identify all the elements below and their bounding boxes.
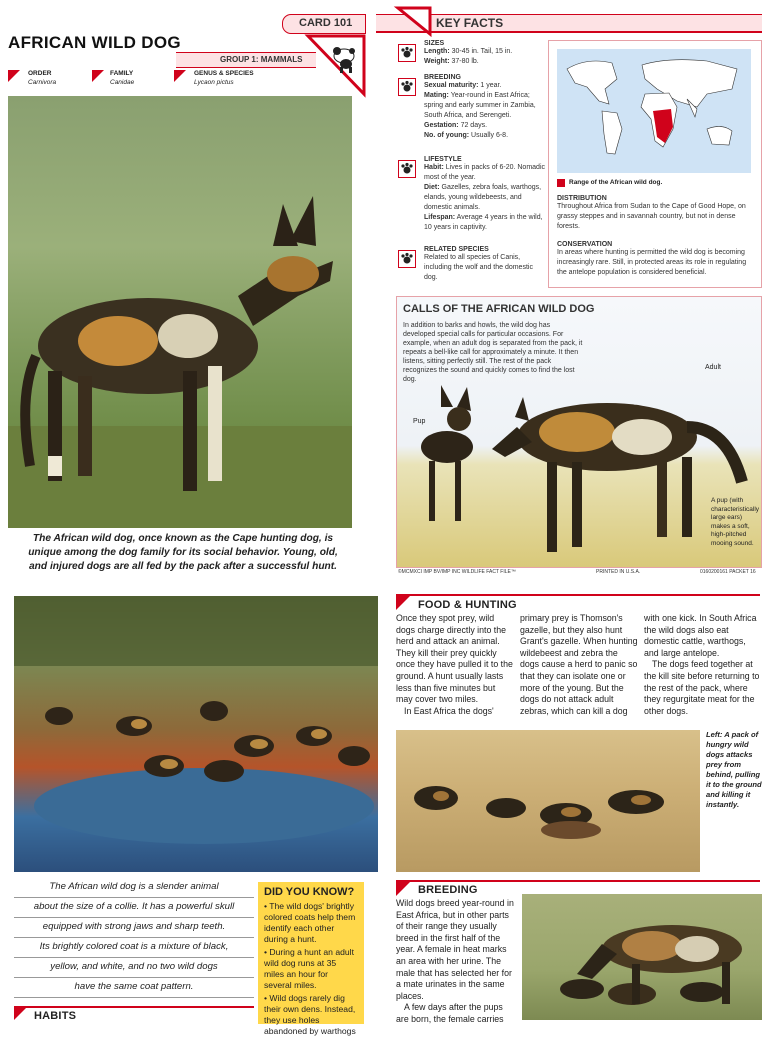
dyk-item: • Wild dogs rarely dig their own dens. Instead, they use holes abandoned by warthogs [264,993,356,1036]
card-number: CARD 101 [299,17,353,29]
key-facts-header-bar [376,14,762,33]
page-title: AFRICAN WILD DOG [8,33,181,52]
family-value: Canidae [110,79,135,86]
did-you-know-box [258,882,364,1036]
desc-line: The African wild dog is a slender animal [14,878,254,898]
habits-rule [14,1006,254,1008]
hunting-photo-caption: Left: A pack of hungry wild dogs attacks prey from behind, pulling it to the ground and killing it instantly. [706,730,762,809]
world-map-icon [557,49,751,173]
main-wild-dog-photo [8,96,352,528]
mother-pups-photo [522,894,762,1020]
panda-icon [306,34,366,96]
range-map-box [548,40,762,288]
group-label: GROUP 1: MAMMALS [220,55,303,64]
food-heading: FOOD & HUNTING [418,599,517,611]
group-banner [176,52,316,68]
kf-related: RELATED SPECIES Related to all species of Canis, including the wolf and the domestic dog. [398,246,546,283]
genus-label: GENUS & SPECIES [194,70,254,77]
conservation-title: CONSERVATION [557,241,613,248]
habits-heading: HABITS [34,1010,77,1022]
conservation-block [557,241,755,278]
paw-icon [398,78,416,96]
calls-text: In addition to barks and howls, the wild dog has developed special calls for particular occasions. For example, when an adult dog is separated from the pack, it repeats a bell-like call for approximately a minute. It then listens, sitting perfectly still. The rest of the pack recognizes the sound and quickly comes to find the lost dog. [403,322,583,383]
description-box [14,878,254,998]
desc-line: have the same coat pattern. [14,978,254,998]
dyk-item: • The wild dogs' brightly colored coats help them identify each other during a hunt. [264,901,356,944]
kf-sizes: SIZES Length: 30-45 in. Tail, 15 in. Weight: 37-80 lb. [398,40,546,67]
conservation-text: In areas where hunting is permitted the wild dog is becoming increasingly rare. Still, in protected areas its role in regulating the antelope population is considered beneficial. [557,249,747,276]
packet-text: 0160200161 PACKET 16 [700,569,756,575]
breeding-marker [396,880,412,896]
map-legend-swatch [557,179,565,187]
distribution-title: DISTRIBUTION [557,195,607,202]
food-col-1: Once they spot prey, wild dogs charge directly into the herd and attack an animal. They kill their prey quickly once they have pulled it to the ground. A hunt usually lasts less than five minutes but may cover two miles. In East Africa the dogs' [396,613,513,716]
food-marker [396,594,412,610]
did-you-know-heading: DID YOU KNOW? [264,886,355,898]
desc-line: Its brightly colored coat is a mixture of black, [14,938,254,958]
copyright-text: ©MCMXCI IMP BV/IMP INC WILDLIFE FACT FILE™ [398,569,516,575]
habits-marker [14,1006,28,1020]
distribution-block [557,195,755,232]
kf-lifestyle-title: LIFESTYLE [424,156,462,163]
calls-box [396,296,762,568]
genus-value: Lycaon pictus [194,79,234,86]
calls-heading: CALLS OF THE AFRICAN WILD DOG [403,303,595,315]
pack-waterhole-photo [14,596,378,872]
kf-breeding: BREEDING Sexual maturity: 1 year. Mating: Year-round in East Africa; spring and early summer in Zambia, South Africa, and Serengeti. Gestation: 72 days. No. of young: Usually 6-8. [398,74,546,141]
paw-icon [398,44,416,62]
order-value: Carnivora [28,79,57,86]
main-photo-caption: The African wild dog, once known as the Cape hunting dog, is unique among the dog family for its social behavior. Young, old, and injured dogs are all fed by the pack after a successful hunt. [28,533,338,572]
kf-sizes-title: SIZES [424,40,445,47]
family-label: FAMILY [110,70,134,77]
classification-row [8,70,308,90]
order-label: ORDER [28,70,52,77]
breeding-text: Wild dogs breed year-round in East Africa, but in other parts of their range they usually breed in the first half of the year. A female in heat marks an area with her urine. The male that has selected her for a mate urinates in the same places. A few days after the pups are born, the female carries [396,898,514,1024]
food-col-3: with one kick. In South Africa the wild dogs also eat domestic cattle, warthogs, and large antelope. The dogs feed together at the kill site before returning to the rest of the pack, where they regurgitate meat for the other dogs. [644,613,760,716]
food-col-2: primary prey is Thomson's gazelle, but they also hunt Grant's gazelle. When hunting wildebeest and zebra the dogs cause a herd to panic so that they can isolate one or more of the young. But the dogs do not attack adult zebras, which can kill a dog [520,613,638,716]
food-rule [396,594,760,596]
hunting-pack-photo [396,730,700,872]
key-facts-corner-icon [396,6,432,41]
map-legend-text: Range of the African wild dog. [569,179,663,186]
distribution-text: Throughout Africa from Sudan to the Cape of Good Hope, on grassy steppes and in savannah country, but not in dense forests. [557,203,746,230]
kf-related-title: RELATED SPECIES [424,246,489,253]
key-facts-heading: KEY FACTS [436,16,504,30]
adult-label: Adult [705,364,721,371]
pup-note: A pup (with characteristically large ears) makes a soft, high-pitched mooing sound. [711,497,760,547]
breeding-rule [396,880,760,882]
paw-icon [398,250,416,268]
desc-line: yellow, and white, and no two wild dogs [14,958,254,978]
kf-lifestyle: LIFESTYLE Habit: Lives in packs of 6-20. Nomadic most of the year. Diet: Gazelles, zebra foals, warthogs, elands, young wildebeests, and domestic animals. Lifespan: Average 4 years in the wild, 10 years in captivity. [398,156,546,233]
paw-icon [398,160,416,178]
dyk-item: • During a hunt an adult wild dog runs at 35 miles an hour for several miles. [264,947,354,990]
desc-line: about the size of a collie. It has a powerful skull [14,898,254,918]
printed-text: PRINTED IN U.S.A. [596,569,641,575]
breeding-heading: BREEDING [418,884,478,896]
pup-label: Pup [413,418,426,425]
card-number-tab [282,14,366,34]
kf-breeding-title: BREEDING [424,74,461,81]
calls-illustration [397,377,759,567]
desc-line: equipped with strong jaws and sharp teeth. [14,918,254,938]
